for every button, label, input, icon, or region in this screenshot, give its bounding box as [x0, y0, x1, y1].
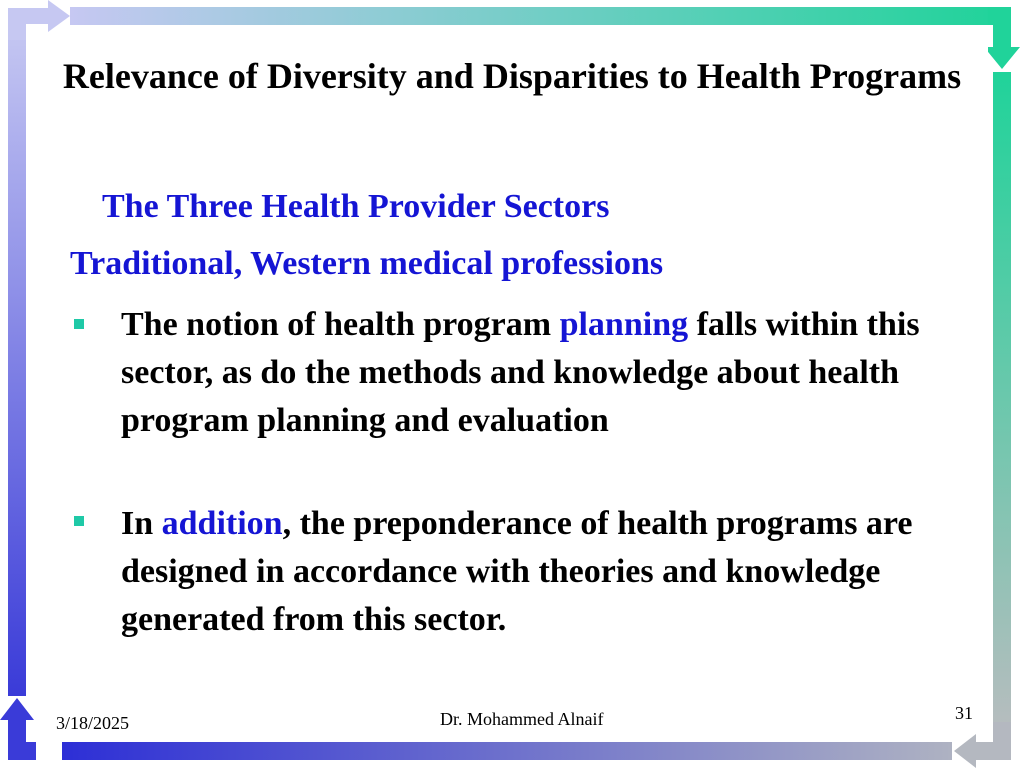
bullet-text-pre: In — [121, 505, 162, 542]
footer-page-number: 31 — [955, 703, 973, 723]
arrow-right-icon — [8, 0, 72, 40]
arrow-up-icon — [0, 694, 36, 760]
slide-title: Relevance of Diversity and Disparities to Health Programs — [62, 56, 962, 96]
bullet-highlight: addition — [161, 505, 283, 542]
bullet-square-icon — [74, 319, 84, 329]
frame-left-bar — [8, 24, 26, 696]
frame-bottom-bar — [62, 742, 952, 760]
footer-date: 3/18/2025 — [56, 713, 130, 733]
bullet-square-icon — [74, 516, 84, 526]
bullet-item — [121, 301, 981, 445]
arrow-left-icon — [954, 722, 1016, 768]
arrow-down-icon — [988, 7, 1024, 69]
bullet-item — [121, 500, 981, 644]
footer-author: Dr. Mohammed Alnaif — [440, 709, 604, 729]
bullet-highlight: planning — [559, 306, 689, 343]
slide-subtitle: The Three Health Provider Sectors — [102, 188, 610, 225]
frame-top-bar — [70, 7, 1002, 25]
section-heading: Traditional, Western medical professions — [70, 245, 664, 282]
bullet-text-post: , the preponderance of health programs are designed in accordance with theories and knowledge generated from this sector. — [121, 505, 913, 638]
bullet-text-pre: The notion of health program — [121, 306, 560, 343]
bullet-text-post: falls within this sector, as do the methods and knowledge about health program planning and evaluation — [121, 306, 920, 439]
frame-right-bar — [993, 72, 1011, 740]
